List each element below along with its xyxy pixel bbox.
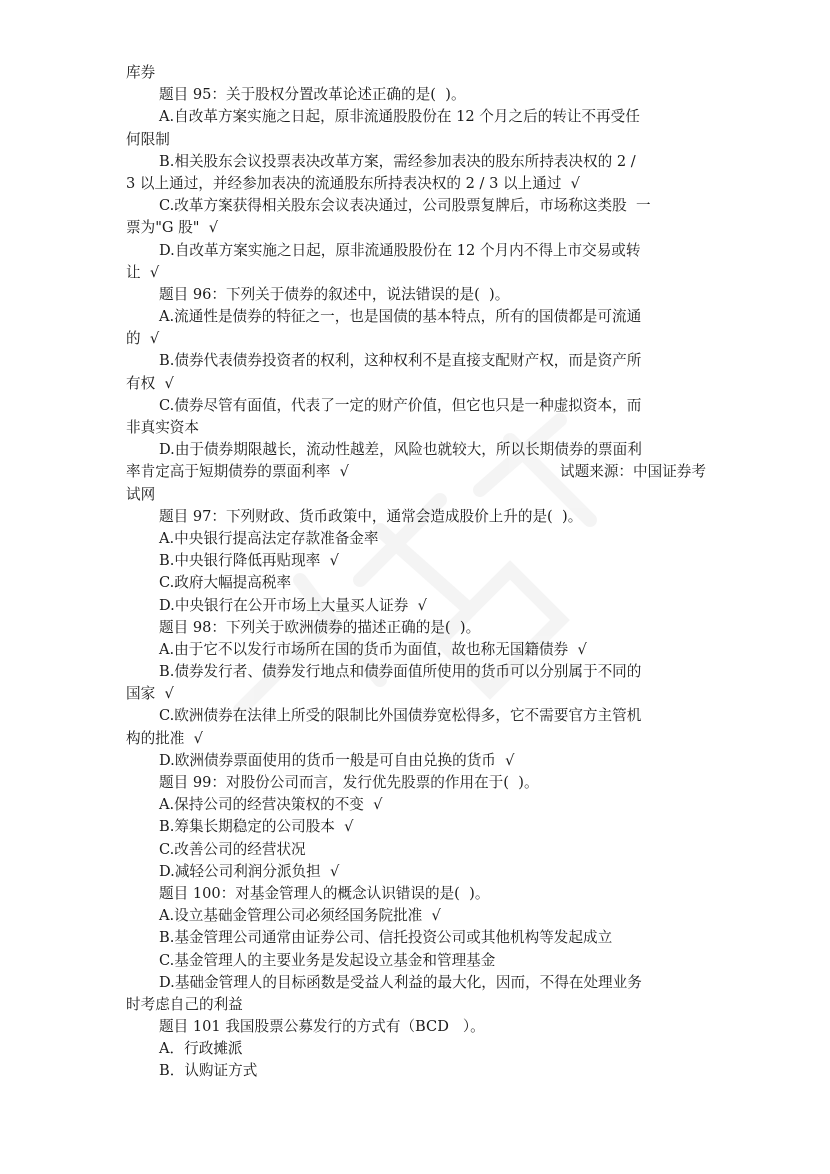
text-line: A.设立基础金管理公司必须经国务院批准 √	[159, 907, 441, 925]
text-line: D.由于债券期限越长，流动性越差，风险也就较大，所以长期债券的票面利	[159, 441, 642, 459]
text-line: A.由于它不以发行市场所在国的货币为面值，故也称无国籍债券 √	[159, 640, 587, 658]
text-line: 让 √	[126, 263, 160, 281]
text-line-left: 率肯定高于短期债券的票面利率 √	[126, 463, 349, 481]
text-line: 题目 100：对基金管理人的概念认识错误的是( )。	[159, 884, 490, 902]
text-line: B.相关股东会议投票表决改革方案，需经参加表决的股东所持表决权的 2 /	[159, 152, 636, 170]
text-line: 构的批准 √	[126, 729, 203, 747]
text-line: 题目 95：关于股权分置改革论述正确的是( )。	[159, 86, 466, 104]
text-line: D.基础金管理人的目标函数是受益人利益的最大化，因而，不得在处理业务	[159, 973, 642, 991]
text-line: A．行政摊派	[159, 1040, 243, 1058]
text-line: B.中央银行降低再贴现率 √	[159, 552, 339, 570]
text-line: B.基金管理公司通常由证券公司、信托投资公司或其他机构等发起成立	[159, 929, 613, 947]
text-line: A.中央银行提高法定存款准备金率	[159, 529, 379, 547]
text-line: B.债券代表债券投资者的权利，这种权利不是直接支配财产权，而是资产所	[159, 352, 642, 370]
text-line: 题目 99：对股份公司而言，发行优先股票的作用在于( )。	[159, 774, 539, 791]
text-line: C.改善公司的经营状况	[159, 840, 306, 858]
document-body	[126, 62, 706, 1083]
text-line: C.基金管理人的主要业务是发起设立基金和管理基金	[159, 951, 496, 969]
text-line	[126, 461, 706, 483]
source-note: 试题来源：中国证券考	[560, 463, 706, 481]
text-line: 有权 √	[126, 374, 174, 392]
text-line: C.欧洲债券在法律上所受的限制比外国债券宽松得多，它不需要官方主管机	[159, 707, 642, 725]
text-line: B.债券发行者、债券发行地点和债券面值所使用的货币可以分别属于不同的	[159, 663, 642, 681]
text-line: 库券	[126, 64, 156, 81]
text-line: 的 √	[126, 330, 160, 348]
text-line: 国家 √	[126, 685, 174, 703]
text-line: 题目 96：下列关于债券的叙述中，说法错误的是( )。	[159, 285, 510, 303]
text-line: C.债券尽管有面值，代表了一定的财产价值，但它也只是一种虚拟资本，而	[159, 396, 642, 414]
text-line: 题目 98：下列关于欧洲债券的描述正确的是( )。	[159, 618, 481, 636]
text-line: 题目 97：下列财政、货币政策中，通常会造成股价上升的是( )。	[159, 507, 583, 525]
text-line: B．认购证方式	[159, 1062, 258, 1080]
text-line: C.改革方案获得相关股东会议表决通过，公司股票复牌后，市场称这类股 一	[159, 197, 651, 215]
text-line: 何限制	[126, 130, 170, 148]
text-line: 题目 101 我国股票公募发行的方式有（BCD ）。	[159, 1018, 485, 1036]
text-line: A.保持公司的经营决策权的不变 √	[159, 796, 383, 814]
text-line: C.政府大幅提高税率	[159, 574, 292, 592]
text-line: D.欧洲债券票面使用的货币一般是可自由兑换的货币 √	[159, 751, 515, 769]
text-line: D.中央银行在公开市场上大量买人证券 √	[159, 596, 427, 614]
text-line: A.自改革方案实施之日起，原非流通股股份在 12 个月之后的转让不再受任	[159, 108, 640, 126]
text-line: A.流通性是债券的特征之一，也是国债的基本特点，所有的国债都是可流通	[159, 308, 642, 326]
text-line: 票为"G 股" √	[126, 219, 219, 237]
text-line: 试网	[126, 485, 156, 503]
text-line: D.减轻公司利润分派负担 √	[159, 862, 340, 880]
text-line: 3 以上通过，并经参加表决的流通股东所持表决权的 2 / 3 以上通过 √	[126, 174, 580, 192]
text-line: 时考虑自己的利益	[126, 995, 243, 1013]
text-line: B.筹集长期稳定的公司股本 √	[159, 818, 354, 836]
text-line: D.自改革方案实施之日起，原非流通股股份在 12 个月内不得上市交易或转	[159, 241, 641, 259]
text-line: 非真实资本	[126, 419, 199, 436]
